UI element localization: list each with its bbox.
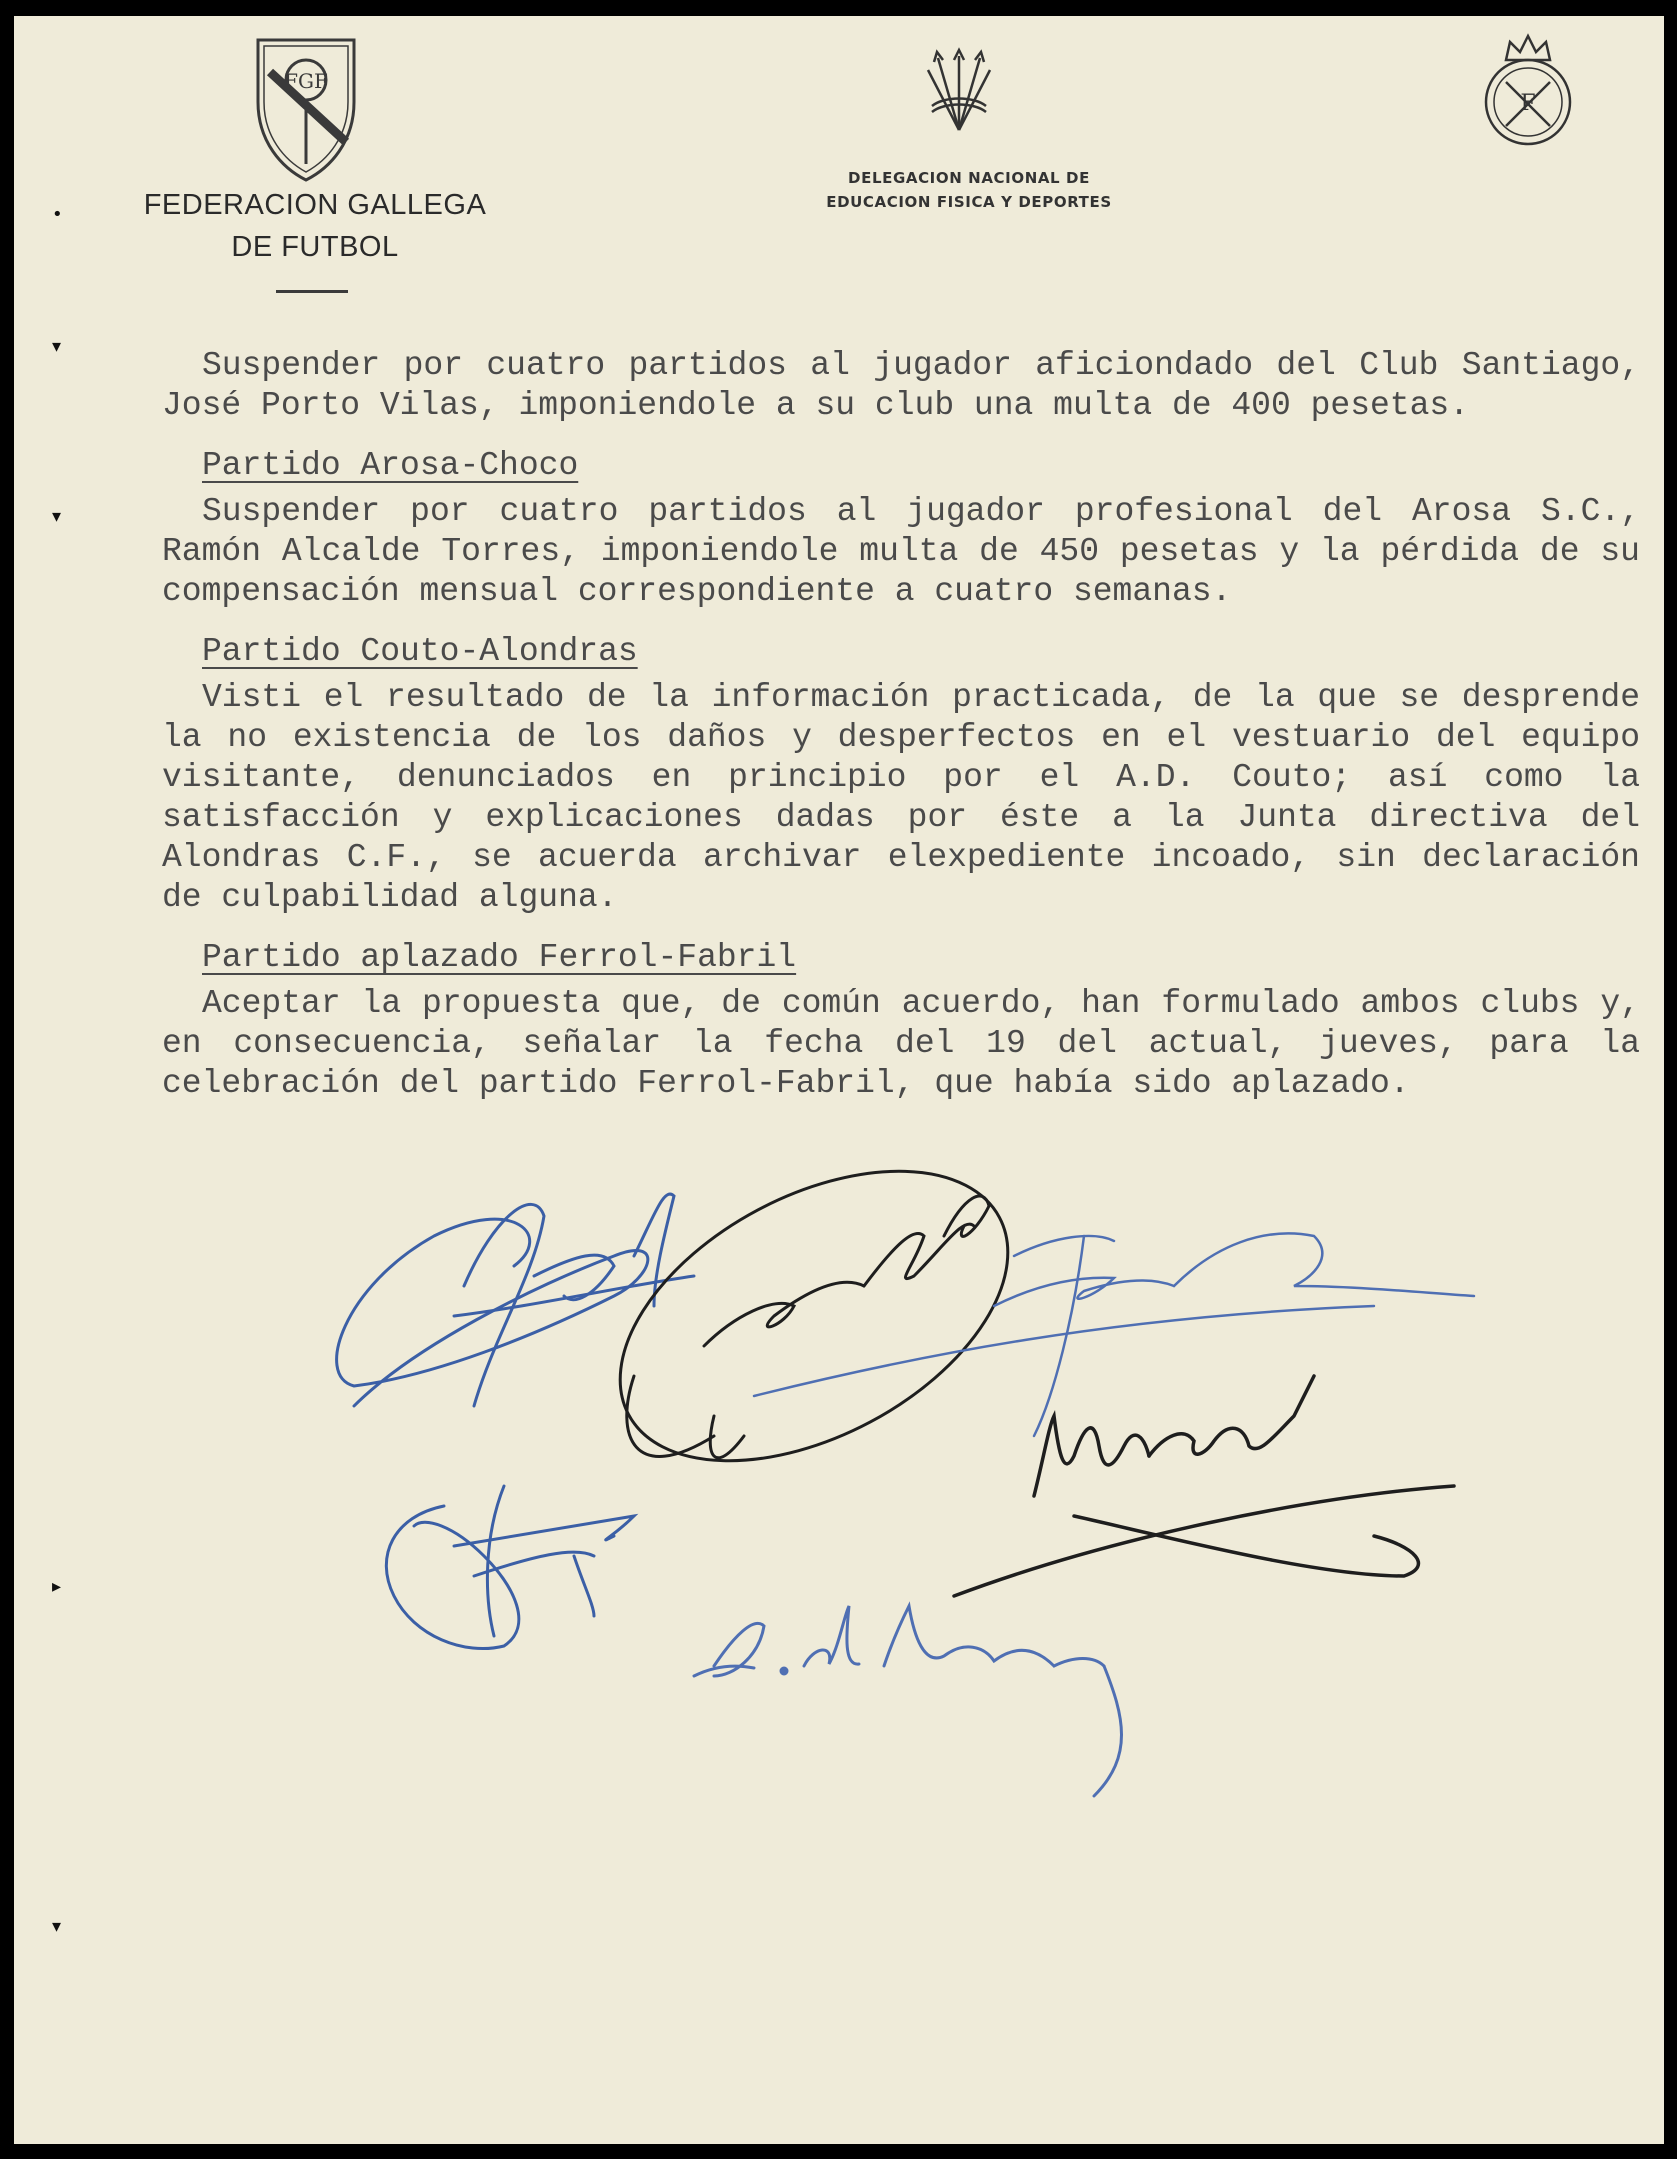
- organization-name-line2: DE FUTBOL: [231, 231, 399, 263]
- heading-ferrol-fabril-text: Partido aplazado Ferrol-Fabril: [202, 939, 797, 976]
- svg-text:FGF: FGF: [284, 69, 328, 93]
- signature-aguado: [337, 1194, 694, 1406]
- federation-shield-logo: [250, 32, 362, 184]
- delegation-line1: DELEGACION NACIONAL DE: [848, 169, 1090, 187]
- binder-mark-4: ▸: [52, 1576, 62, 1597]
- heading-couto-alondras: [202, 632, 1640, 672]
- signature-p-de-pelaez: [694, 1606, 1122, 1796]
- heading-arosa-choco-text: Partido Arosa-Choco: [202, 447, 579, 484]
- crowned-crest-logo: [1478, 30, 1578, 154]
- heading-ferrol-fabril: [202, 938, 1640, 978]
- heading-arosa-choco: [202, 446, 1640, 486]
- paragraph-couto-alondras: Visti el resultado de la información practicada, de la que se desprende la no existencia de los daños y desperfectos en el vestuario del equipo visitante, denunciados en principio por el A.D. Couto; así como la satisfacción y explicaciones dadas por éste a la Junta directiva del Alondras C.F., se acuerda archivar elexpediente incoado, sin declaración de culpabilidad alguna.: [162, 679, 1640, 916]
- signature-salvador: [754, 1233, 1474, 1436]
- delegation-line2: EDUCACION FISICA Y DEPORTES: [826, 193, 1112, 211]
- delegation-heading: [804, 166, 1134, 214]
- signature-juanes: [386, 1486, 634, 1649]
- document-page: [14, 16, 1664, 2144]
- paragraph-alcalde-torres: Suspender por cuatro partidos al jugador profesional del Arosa S.C., Ramón Alcalde Torres, imponiendole multa de 450 pesetas y la pérdida de su compensación mensual correspondiente a cuatro semanas.: [162, 493, 1640, 610]
- paragraph-ferrol-fabril: Aceptar la propuesta que, de común acuerdo, han formulado ambos clubs y, en consecuencia, señalar la fecha del 19 del actual, jueves, para la celebración del partido Ferrol-Fabril, que había sido aplazado.: [162, 985, 1640, 1102]
- heading-couto-alondras-text: Partido Couto-Alondras: [202, 633, 638, 670]
- svg-text:F: F: [1520, 91, 1536, 116]
- binder-mark-5: ▾: [52, 1916, 62, 1937]
- signature-jacobo-lago: [572, 1111, 1056, 1520]
- binder-mark-3: ▾: [52, 506, 62, 527]
- signature-mauricio: [954, 1376, 1454, 1596]
- organization-name-line1: FEDERACION GALLEGA: [143, 189, 487, 221]
- paragraph-porto-vilas: Suspender por cuatro partidos al jugador aficiondado del Club Santiago, José Porto Vilas, imponiendole a su club una multa de 400 pesetas.: [162, 347, 1640, 424]
- yoke-and-arrows-emblem: [924, 46, 994, 132]
- organization-name: [110, 184, 520, 268]
- organization-name-underline: [276, 290, 348, 293]
- document-body: [162, 346, 1640, 1104]
- binder-mark-1: •: [52, 204, 63, 225]
- binder-mark-2: ▾: [52, 336, 62, 357]
